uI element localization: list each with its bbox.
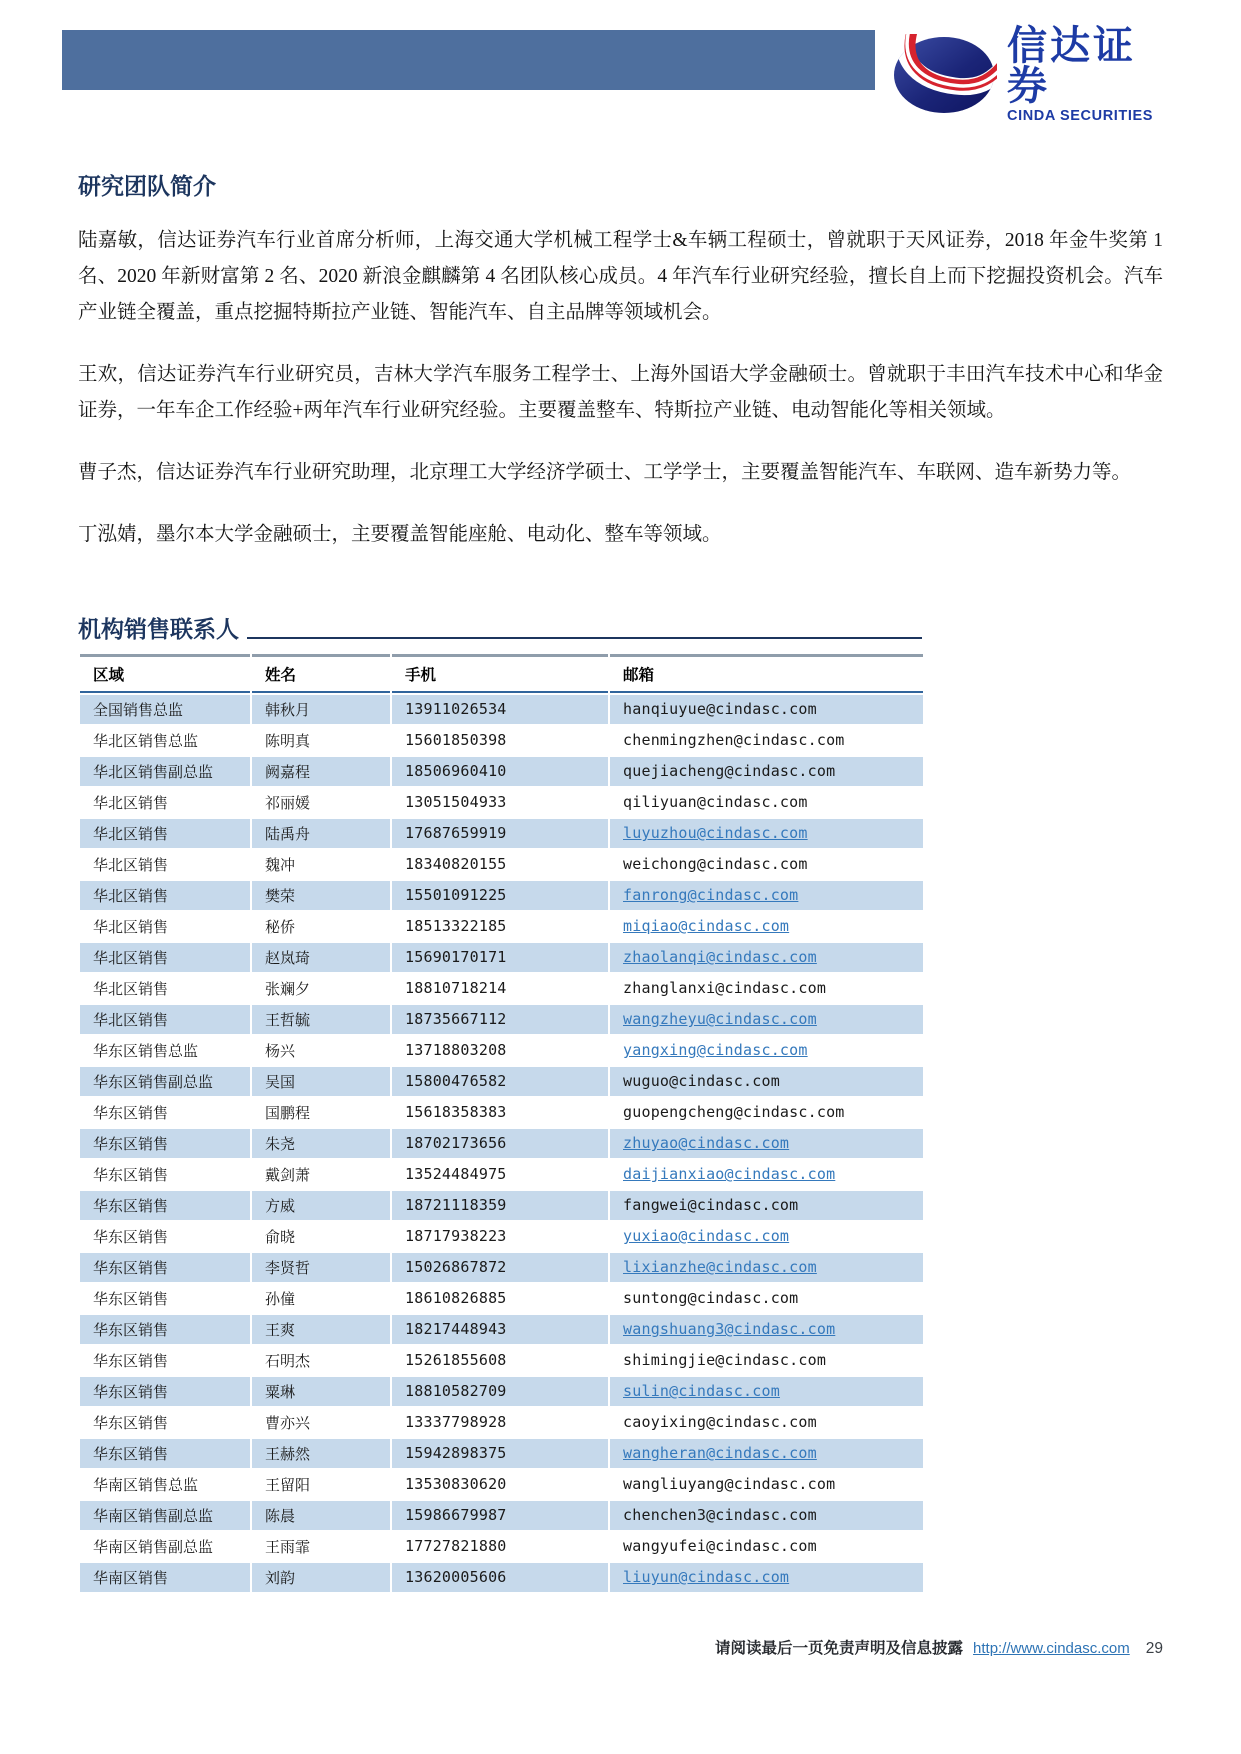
email-link[interactable]: zhuyao@cindasc.com (623, 1134, 790, 1152)
contact-name-cell: 方威 (252, 1191, 390, 1220)
email-text: shimingjie@cindasc.com (623, 1351, 827, 1369)
email-text: zhanglanxi@cindasc.com (623, 979, 827, 997)
contact-region-cell: 华东区销售 (93, 1415, 169, 1432)
contact-name-cell: 吴国 (252, 1067, 390, 1096)
contact-email-cell (610, 1129, 923, 1158)
contact-name-cell: 陈晨 (252, 1501, 390, 1530)
contacts-section-header (78, 611, 922, 644)
team-paragraph-wanghuan: 王欢，信达证券汽车行业研究员，吉林大学汽车服务工程学士、上海外国语大学金融硕士。曾就职于丰田汽车技术中心和华金证券，一年车企工作经验+两年汽车行业研究经验。主要覆盖整车、特斯拉产业链、电动智能化等相关领域。 (78, 363, 1163, 421)
contact-region-cell: 华东区销售 (80, 1377, 250, 1406)
contact-row (80, 1439, 923, 1468)
contact-region-cell: 华东区销售 (80, 1191, 250, 1220)
contact-row (80, 757, 923, 786)
contact-region-cell: 华东区销售 (80, 1315, 250, 1344)
contact-name-cell: 曹亦兴 (265, 1415, 311, 1432)
contact-row (80, 1501, 923, 1530)
contact-row (80, 1160, 923, 1189)
email-text: guopengcheng@cindasc.com (623, 1103, 845, 1121)
contact-region-cell: 华东区销售 (80, 1129, 250, 1158)
contact-name-cell: 阙嘉程 (252, 757, 390, 786)
contact-phone-cell: 17727821880 (405, 1537, 507, 1555)
contact-row (80, 1346, 923, 1375)
contact-row (80, 850, 923, 879)
contact-region-cell: 华东区销售 (93, 1353, 169, 1370)
contact-region-cell: 华东区销售 (80, 1253, 250, 1282)
contact-region-cell: 华北区销售 (93, 857, 169, 874)
email-text: fangwei@cindasc.com (623, 1196, 799, 1214)
email-link[interactable]: miqiao@cindasc.com (623, 917, 790, 935)
contact-phone-cell: 15618358383 (405, 1103, 507, 1121)
email-link[interactable]: yangxing@cindasc.com (623, 1041, 808, 1059)
email-link[interactable]: lixianzhe@cindasc.com (623, 1258, 817, 1276)
contact-email-cell (610, 726, 923, 755)
contact-region-cell: 华东区销售 (93, 1291, 169, 1308)
contact-row (80, 1222, 923, 1251)
contact-phone-cell: 18721118359 (392, 1191, 608, 1220)
team-paragraph-lujiamin: 陆嘉敏，信达证券汽车行业首席分析师，上海交通大学机械工程学士&车辆工程硕士，曾就职于天风证券，2018 年金牛奖第 1 名、2020 年新财富第 2 名、2020 新浪金麒麟第 4 名团队核心成员。4 年汽车行业研究经验，擅长自上而下挖掘投资机会。汽车产业链全覆盖，重点挖掘特斯拉产业链、智能汽车、自主品牌等领域机会。 (78, 229, 1163, 323)
contact-name-cell: 祁丽媛 (265, 795, 311, 812)
contact-phone-cell: 13337798928 (405, 1413, 507, 1431)
contact-email-cell (610, 1160, 923, 1189)
contact-row (80, 943, 923, 972)
contact-phone-cell: 18735667112 (392, 1005, 608, 1034)
contact-name-cell: 魏冲 (265, 857, 296, 874)
email-text: suntong@cindasc.com (623, 1289, 799, 1307)
contact-phone-cell: 15026867872 (392, 1253, 608, 1282)
page-number: 29 (1145, 1640, 1163, 1657)
contact-email-cell (610, 1315, 923, 1344)
contact-email-cell (610, 1563, 923, 1592)
contact-name-cell: 赵岚琦 (252, 943, 390, 972)
contact-name-cell: 戴剑萧 (265, 1167, 311, 1184)
contact-row (80, 1067, 923, 1096)
contact-email-cell (610, 912, 923, 941)
contact-region-cell: 华南区销售总监 (93, 1477, 199, 1494)
contact-row (80, 1098, 923, 1127)
contact-row (80, 1532, 923, 1561)
team-paragraph-dinghongjing: 丁泓婧，墨尔本大学金融硕士，主要覆盖智能座舱、电动化、整车等领域。 (78, 523, 722, 545)
page-header (62, 26, 1175, 124)
contact-name-cell: 孙僮 (265, 1291, 296, 1308)
contact-name-cell: 陈明真 (265, 733, 311, 750)
contact-email-cell (610, 1346, 923, 1375)
contact-name-cell: 李贤哲 (252, 1253, 390, 1282)
contact-name-cell: 粟琳 (252, 1377, 390, 1406)
contact-email-cell (610, 974, 923, 1003)
contact-row (80, 1470, 923, 1499)
contact-phone-cell: 18717938223 (405, 1227, 507, 1245)
contact-region-cell: 华北区销售 (80, 819, 250, 848)
email-text: caoyixing@cindasc.com (623, 1413, 817, 1431)
contact-email-cell (610, 1222, 923, 1251)
contact-region-cell: 华东区销售副总监 (80, 1067, 250, 1096)
contact-phone-cell: 13051504933 (405, 793, 507, 811)
contact-phone-cell: 17687659919 (392, 819, 608, 848)
contact-region-cell: 华北区销售 (93, 919, 169, 936)
logo-english-name: CINDA SECURITIES (1007, 108, 1154, 124)
contact-email-cell (610, 757, 923, 786)
contact-row (80, 1036, 923, 1065)
contact-region-cell: 华东区销售总监 (93, 1043, 199, 1060)
contact-email-cell (610, 1005, 923, 1034)
contact-row (80, 974, 923, 1003)
contact-phone-cell: 18506960410 (392, 757, 608, 786)
contact-name-cell: 王雨霏 (265, 1539, 311, 1556)
contacts-table (78, 652, 925, 1594)
contact-name-cell: 杨兴 (265, 1043, 296, 1060)
contact-email-cell (610, 1284, 923, 1313)
contact-phone-cell: 18340820155 (405, 855, 507, 873)
email-link[interactable]: daijianxiao@cindasc.com (623, 1165, 836, 1183)
email-text: chenchen3@cindasc.com (623, 1506, 817, 1524)
contact-phone-cell: 15942898375 (392, 1439, 608, 1468)
contact-phone-cell: 18810582709 (392, 1377, 608, 1406)
contact-email-cell (610, 1098, 923, 1127)
contact-region-cell: 华南区销售 (80, 1563, 250, 1592)
footer-website-link[interactable]: http://www.cindasc.com (973, 1640, 1130, 1657)
team-section-title: 研究团队简介 (78, 173, 216, 199)
email-text: qiliyuan@cindasc.com (623, 793, 808, 811)
contact-phone-cell: 15501091225 (392, 881, 608, 910)
contact-row (80, 1315, 923, 1344)
email-link[interactable]: fanrong@cindasc.com (623, 886, 799, 904)
contact-name-cell: 秘侨 (265, 919, 296, 936)
contact-email-cell (610, 1439, 923, 1468)
contact-email-cell (610, 943, 923, 972)
footer-disclaimer-text: 请阅读最后一页免责声明及信息披露 (715, 1640, 964, 1657)
contact-phone-cell: 15261855608 (405, 1351, 507, 1369)
column-header-email: 邮箱 (610, 654, 923, 693)
email-text: hanqiuyue@cindasc.com (623, 700, 817, 718)
contact-phone-cell: 18810718214 (405, 979, 507, 997)
contacts-table-header-row (80, 654, 923, 693)
contact-email-cell (610, 1067, 923, 1096)
contact-email-cell (610, 1377, 923, 1406)
contact-name-cell: 陆禹舟 (252, 819, 390, 848)
contact-email-cell (610, 1470, 923, 1499)
contact-email-cell (610, 819, 923, 848)
email-link[interactable]: sulin@cindasc.com (623, 1382, 780, 1400)
email-link[interactable]: wangzheyu@cindasc.com (623, 1010, 817, 1028)
contact-region-cell: 华北区销售 (93, 981, 169, 998)
contact-name-cell: 张斓夕 (265, 981, 311, 998)
contact-name-cell: 朱尧 (252, 1129, 390, 1158)
contact-region-cell: 华北区销售 (80, 943, 250, 972)
contact-region-cell: 华东区销售 (93, 1229, 169, 1246)
contact-name-cell: 王哲毓 (252, 1005, 390, 1034)
contact-region-cell: 华南区销售副总监 (80, 1501, 250, 1530)
contact-email-cell (610, 881, 923, 910)
contact-region-cell: 华东区销售 (80, 1439, 250, 1468)
email-text: weichong@cindasc.com (623, 855, 808, 873)
contact-email-cell (610, 788, 923, 817)
email-text: chenmingzhen@cindasc.com (623, 731, 845, 749)
contact-email-cell (610, 1501, 923, 1530)
contact-row (80, 1253, 923, 1282)
contact-phone-cell: 18610826885 (405, 1289, 507, 1307)
contact-name-cell: 国鹏程 (265, 1105, 311, 1122)
contact-phone-cell: 18702173656 (392, 1129, 608, 1158)
contact-name-cell: 韩秋月 (252, 695, 390, 724)
contacts-section-title: 机构销售联系人 (78, 616, 239, 642)
contact-row (80, 1191, 923, 1220)
email-link[interactable]: zhaolanqi@cindasc.com (623, 948, 817, 966)
contact-name-cell: 王爽 (252, 1315, 390, 1344)
contact-row (80, 726, 923, 755)
contact-row (80, 881, 923, 910)
contact-region-cell: 华北区销售 (80, 881, 250, 910)
contact-phone-cell: 18513322185 (405, 917, 507, 935)
company-logo (893, 26, 1175, 124)
contact-name-cell: 俞晓 (265, 1229, 296, 1246)
contact-phone-cell: 15800476582 (392, 1067, 608, 1096)
contact-row (80, 788, 923, 817)
contact-phone-cell: 15690170171 (392, 943, 608, 972)
contact-row (80, 1284, 923, 1313)
contact-email-cell (610, 1408, 923, 1437)
contact-email-cell (610, 1191, 923, 1220)
contact-region-cell: 华南区销售副总监 (93, 1539, 214, 1556)
column-header-phone: 手机 (392, 654, 608, 693)
email-text: wuguo@cindasc.com (623, 1072, 780, 1090)
column-header-region: 区域 (80, 654, 250, 693)
contact-phone-cell: 15986679987 (392, 1501, 608, 1530)
contact-region-cell: 华北区销售副总监 (80, 757, 250, 786)
header-banner-bar (62, 30, 875, 90)
contact-name-cell: 樊荣 (252, 881, 390, 910)
contact-phone-cell: 18217448943 (392, 1315, 608, 1344)
contact-email-cell (610, 850, 923, 879)
contact-phone-cell: 13530830620 (405, 1475, 507, 1493)
contact-phone-cell: 13620005606 (392, 1563, 608, 1592)
logo-wordmark (1007, 26, 1175, 124)
contact-region-cell: 全国销售总监 (80, 695, 250, 724)
contact-email-cell (610, 1253, 923, 1282)
contact-name-cell: 王留阳 (265, 1477, 311, 1494)
contact-phone-cell: 13911026534 (392, 695, 608, 724)
email-link[interactable]: wangshuang3@cindasc.com (623, 1320, 836, 1338)
email-link[interactable]: luyuzhou@cindasc.com (623, 824, 808, 842)
contact-name-cell: 王赫然 (252, 1439, 390, 1468)
contact-region-cell: 华北区销售 (80, 1005, 250, 1034)
contact-row (80, 695, 923, 724)
logo-chinese-name: 信达证券 (1007, 24, 1136, 108)
contact-phone-cell: 13524484975 (405, 1165, 507, 1183)
contact-phone-cell: 15601850398 (405, 731, 507, 749)
email-link[interactable]: liuyun@cindasc.com (623, 1568, 790, 1586)
email-text: quejiacheng@cindasc.com (623, 762, 836, 780)
contact-row (80, 819, 923, 848)
contact-row (80, 912, 923, 941)
contact-email-cell (610, 1036, 923, 1065)
contact-row (80, 1563, 923, 1592)
contact-region-cell: 华北区销售 (93, 795, 169, 812)
email-text: wangyufei@cindasc.com (623, 1537, 817, 1555)
page-footer (715, 1636, 1163, 1658)
team-paragraph-caozijie: 曹子杰，信达证券汽车行业研究助理，北京理工大学经济学硕士、工学学士，主要覆盖智能汽车、车联网、造车新势力等。 (78, 461, 1132, 483)
contact-row (80, 1005, 923, 1034)
email-link[interactable]: yuxiao@cindasc.com (623, 1227, 790, 1245)
contact-name-cell: 石明杰 (265, 1353, 311, 1370)
contact-region-cell: 华东区销售 (93, 1167, 169, 1184)
contact-row (80, 1408, 923, 1437)
contact-email-cell (610, 695, 923, 724)
contact-region-cell: 华北区销售总监 (93, 733, 199, 750)
email-link[interactable]: wangheran@cindasc.com (623, 1444, 817, 1462)
contact-email-cell (610, 1532, 923, 1561)
contact-phone-cell: 13718803208 (405, 1041, 507, 1059)
contact-row (80, 1377, 923, 1406)
column-header-name: 姓名 (252, 654, 390, 693)
cinda-logo-icon (893, 34, 997, 116)
title-rule-line (247, 637, 922, 639)
contact-region-cell: 华东区销售 (93, 1105, 169, 1122)
contact-row (80, 1129, 923, 1158)
email-text: wangliuyang@cindasc.com (623, 1475, 836, 1493)
contact-name-cell: 刘韵 (252, 1563, 390, 1592)
